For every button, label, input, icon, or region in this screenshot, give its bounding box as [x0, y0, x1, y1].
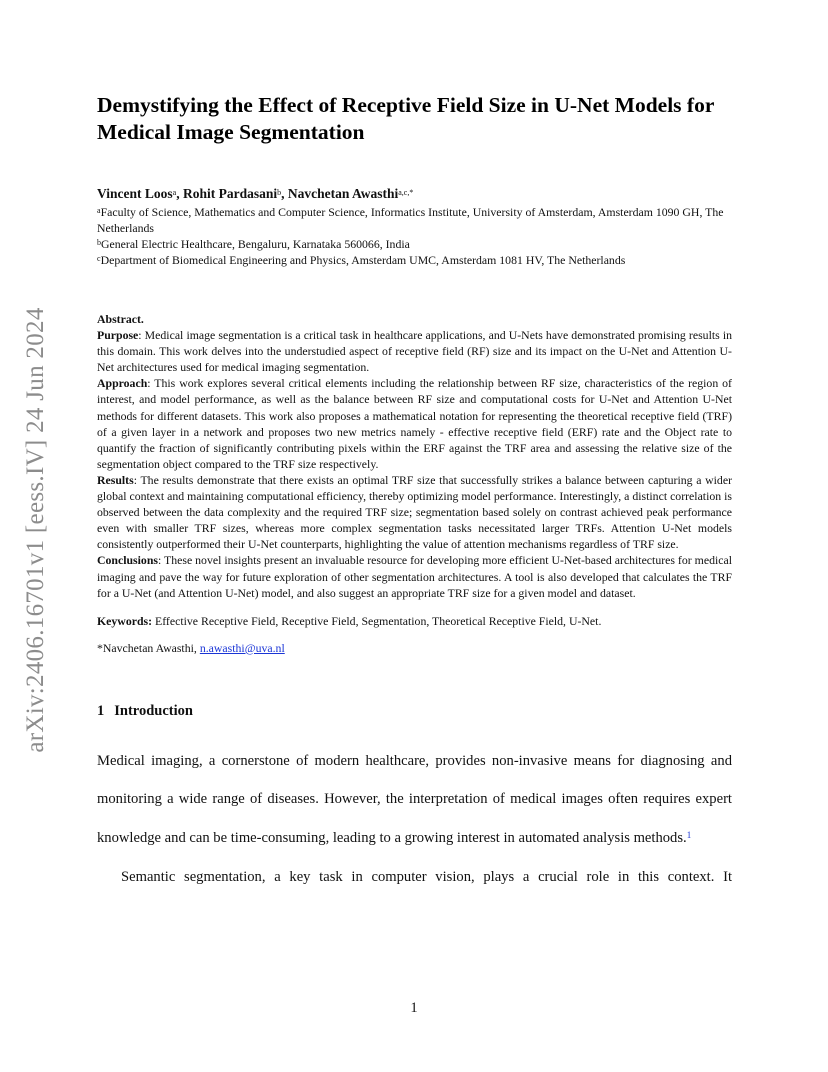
results-label: Results — [97, 472, 134, 487]
page-number: 1 — [410, 1000, 418, 1016]
purpose-text: : Medical image segmentation is a critical task in healthcare applications, and U-Nets have demonstrated promising results in this domain. This work delves into the understudied aspect of receptive field (RF) size and its impact on the U-Net and Attention U-Net architectures used for medical imaging segmentation. — [97, 328, 732, 375]
author-affiliation-mark: a — [172, 188, 177, 197]
conclusions-label: Conclusions — [97, 553, 158, 568]
abstract — [97, 311, 732, 601]
section-title: Introduction — [114, 702, 193, 719]
corresponding-author — [97, 640, 732, 656]
affiliation-list — [97, 204, 732, 268]
keywords — [97, 613, 732, 629]
email-link[interactable]: n.awasthi@uva.nl — [199, 640, 285, 655]
purpose-label: Purpose — [97, 328, 139, 343]
affiliation-text: General Electric Healthcare, Bengaluru, Karnataka 560066, India — [101, 237, 410, 251]
affiliation-mark: c — [97, 254, 101, 263]
author-list — [97, 185, 732, 202]
introduction-body — [97, 742, 732, 897]
intro-paragraph-1 — [97, 742, 732, 858]
approach-label: Approach — [97, 376, 148, 391]
author-separator: , — [281, 186, 288, 201]
affiliation — [97, 252, 732, 268]
abstract-conclusions — [97, 552, 732, 600]
author-name: Navchetan Awasthi — [287, 186, 399, 201]
author-affiliation-mark: b — [277, 188, 282, 197]
conclusions-text: : These novel insights present an invaluable resource for developing more efficient U-Net-based architectures for medical imaging and pave the way for future exploration of other segmentation architectures. A tool is also developed that calculates the TRF for a U-Net (and Attention U-Net) model, and also suggest an appropriate TRF size for a given model and dataset. — [97, 553, 732, 600]
section-number: 1 — [97, 702, 105, 719]
affiliation-text: Faculty of Science, Mathematics and Computer Science, Informatics Institute, University of Amsterdam, Amsterdam 1090 GH, The Netherlands — [97, 205, 724, 235]
abstract-results — [97, 472, 732, 552]
arxiv-identifier[interactable]: arXiv:2406.16701v1 [eess.IV] 24 Jun 2024 — [22, 307, 49, 753]
results-text: : The results demonstrate that there exists an optimal TRF size that successfully strikes a balance between capturing a wider global context and maintaining computational efficiency, thereby optimizing model performance. Interestingly, a distinct correlation is observed between the data complexity and the required TRF size; segmentation based solely on contrast achieved peak performance even with smaller TRF sizes, whereas more complex segmentation tasks necessitated larger TRFs. Attention U-Net models consistently outperformed their U-Net counterparts, highlighting the value of attention mechanisms regardless of TRF size. — [97, 472, 732, 552]
paper-title: Demystifying the Effect of Receptive Field Size in U-Net Models for Medical Image Segmentation — [97, 93, 714, 144]
affiliation-mark: b — [97, 238, 101, 247]
author-affiliation-mark: a,c,* — [398, 188, 414, 197]
affiliation — [97, 204, 732, 236]
author-separator: , — [176, 186, 183, 201]
abstract-heading: Abstract. — [97, 312, 144, 326]
affiliation-text: Department of Biomedical Engineering and Physics, Amsterdam UMC, Amsterdam 1081 HV, The Netherlands — [100, 253, 626, 267]
intro-paragraph-1-text: Medical imaging, a cornerstone of modern healthcare, provides non-invasive means for diagnosing and monitoring a wide range of diseases. However, the interpretation of medical images often requires expert knowledge and can be time-consuming, leading to a growing interest in automated analysis methods. — [97, 752, 732, 847]
approach-text: : This work explores several critical elements including the relationship between RF size, characteristics of the region of interest, and model performance, as well as the balance between RF size and computational costs for U-Net and Attention U-Net methods for different datasets. This work also proposes a mathematical notation for representing the theoretical receptive field (TRF) of a given layer in a network and proposes two new metrics namely - effective receptive field (ERF) rate and the Object rate to quantify the fraction of significantly contributing pixels within the ERF against the TRF area and assessing the relative size of the segmentation object compared to the TRF size respectively. — [97, 376, 732, 471]
arxiv-sidebar — [0, 0, 72, 1072]
keywords-text: Effective Receptive Field, Receptive Field, Segmentation, Theoretical Receptive Field, U-Net. — [152, 613, 602, 628]
section-heading-introduction — [97, 702, 732, 720]
keywords-label: Keywords: — [97, 613, 153, 628]
affiliation-mark: a — [97, 206, 101, 215]
author-name: Vincent Loos — [97, 186, 173, 201]
intro-paragraph-2-text: Semantic segmentation, a key task in computer vision, plays a crucial role in this context. It — [121, 869, 732, 886]
corresponding-label: *Navchetan Awasthi, — [97, 640, 197, 655]
abstract-purpose — [97, 327, 732, 375]
paper-page — [97, 92, 732, 897]
abstract-approach — [97, 375, 732, 472]
author-name: Rohit Pardasani — [182, 186, 278, 201]
intro-paragraph-2 — [97, 858, 732, 897]
citation-link[interactable]: 1 — [686, 830, 692, 841]
affiliation — [97, 236, 732, 252]
